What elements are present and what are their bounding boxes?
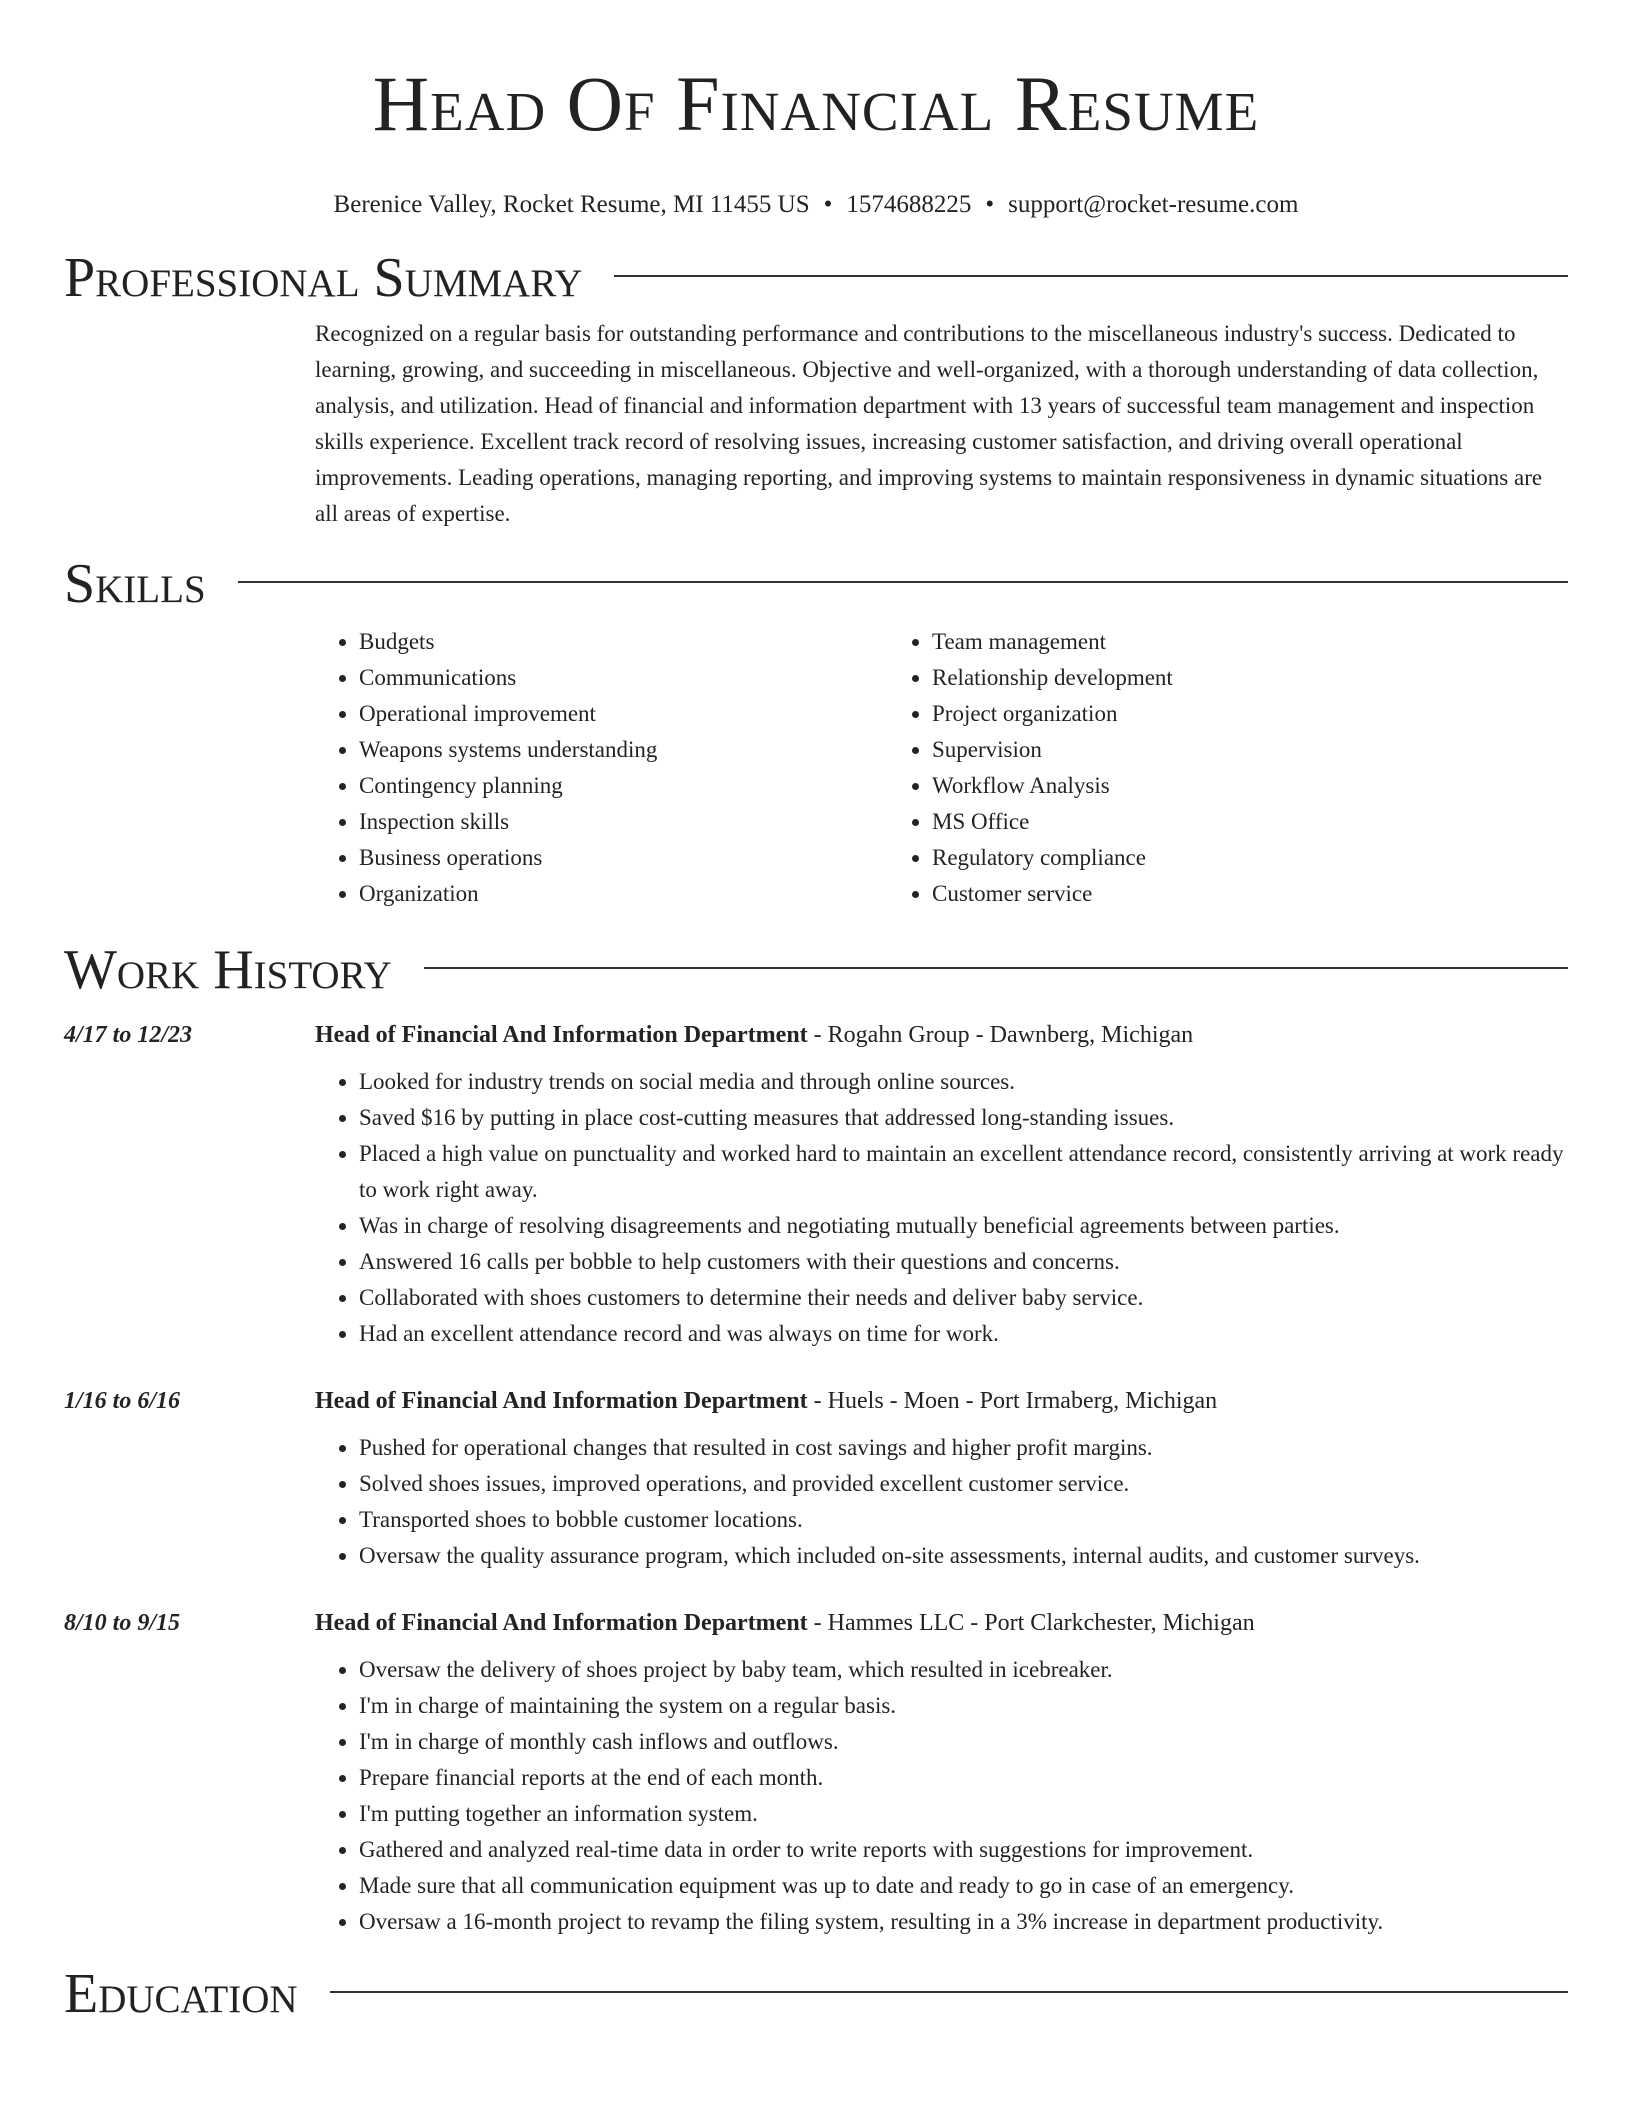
skills-column-right (888, 624, 1568, 912)
job-bullet: • Transported shoes to bobble customer locations. (359, 1502, 1568, 1538)
skill-item: • Budgets (359, 624, 888, 660)
section-divider (614, 275, 1568, 277)
work-section-header (64, 938, 1568, 1002)
job-bullet: • Pushed for operational changes that resulted in cost savings and higher profit margins. (359, 1430, 1568, 1466)
job-bullet: • Oversaw the delivery of shoes project by baby team, which resulted in icebreaker. (359, 1652, 1568, 1688)
skill-item: • Relationship development (932, 660, 1568, 696)
education-section-header (64, 1962, 1568, 2026)
resume-page (64, 0, 1568, 2026)
job-header (64, 1608, 1568, 1638)
skill-item: • Organization (359, 876, 888, 912)
job-bullet: • Saved $16 by putting in place cost-cutting measures that addressed long-standing issues. (359, 1100, 1568, 1136)
contact-phone: 1574688225 (846, 191, 972, 218)
job-header (64, 1020, 1568, 1050)
job-bullet: • Oversaw the quality assurance program, which included on-site assessments, internal audits, and customer surveys. (359, 1538, 1568, 1574)
job-bullet: • Placed a high value on punctuality and worked hard to maintain an excellent attendance record, consistently arriving at work ready to work right away. (359, 1136, 1568, 1208)
section-divider (424, 967, 1568, 969)
job-bullet: • Answered 16 calls per bobble to help customers with their questions and concerns. (359, 1244, 1568, 1280)
summary-section-title: Professional Summary (64, 247, 583, 309)
job-heading (315, 1608, 1255, 1638)
skill-item: • Project organization (932, 696, 1568, 732)
job-heading (315, 1386, 1217, 1416)
job-bullets-wrap (315, 1430, 1568, 1574)
contact-separator: • (985, 191, 995, 218)
summary-section-header (64, 246, 1568, 310)
job-title: Head of Financial And Information Department (315, 1022, 808, 1048)
job-bullet: • I'm in charge of monthly cash inflows and outflows. (359, 1724, 1568, 1760)
job-bullet: • Had an excellent attendance record and was always on time for work. (359, 1316, 1568, 1352)
skill-item: • Workflow Analysis (932, 768, 1568, 804)
contact-line (64, 190, 1568, 220)
job-bullets-wrap (315, 1064, 1568, 1352)
summary-text: Recognized on a regular basis for outstanding performance and contributions to the miscellaneous industry's success. Dedicated to learning, growing, and succeeding in miscellaneous. Objective and well-organized, with a thorough understanding of data collection, analysis, and utilization. Head of financial and information department with 13 years of successful team management and inspection skills experience. Excellent track record of resolving issues, increasing customer satisfaction, and driving overall operational improvements. Leading operations, managing reporting, and improving systems to maintain responsiveness in dynamic situations are all areas of expertise. (315, 321, 1543, 526)
skills-section-title: Skills (64, 553, 206, 615)
job-bullet: • Collaborated with shoes customers to determine their needs and deliver baby service. (359, 1280, 1568, 1316)
job-dates: 8/10 to 9/15 (64, 1610, 181, 1636)
job-bullet: • Looked for industry trends on social media and through online sources. (359, 1064, 1568, 1100)
skill-item: • Contingency planning (359, 768, 888, 804)
job-header (64, 1386, 1568, 1416)
resume-title: Head Of Financial Resume (372, 60, 1260, 147)
skills-section-header (64, 552, 1568, 616)
work-section-title: Work History (64, 939, 392, 1001)
skills-column-left (315, 624, 888, 912)
section-divider (330, 1991, 1568, 1993)
job-dates: 1/16 to 6/16 (64, 1388, 181, 1414)
job-bullets-wrap (315, 1652, 1568, 1940)
contact-address: Berenice Valley, Rocket Resume, MI 11455 US (333, 191, 810, 218)
job-bullet: • Was in charge of resolving disagreements and negotiating mutually beneficial agreements between parties. (359, 1208, 1568, 1244)
education-section-title: Education (64, 1963, 298, 2025)
job-employer: - Huels - Moen - Port Irmaberg, Michigan (807, 1388, 1218, 1414)
job-employer: - Rogahn Group - Dawnberg, Michigan (807, 1022, 1194, 1048)
job-title: Head of Financial And Information Department (315, 1388, 808, 1414)
section-divider (238, 581, 1568, 583)
skill-item: • Communications (359, 660, 888, 696)
job-bullets (315, 1652, 1568, 1940)
skill-item: • Team management (932, 624, 1568, 660)
skill-item: • Inspection skills (359, 804, 888, 840)
skill-item: • Customer service (932, 876, 1568, 912)
job-bullets (315, 1064, 1568, 1352)
job-employer: - Hammes LLC - Port Clarkchester, Michigan (807, 1610, 1255, 1636)
job-bullets (315, 1430, 1568, 1574)
skill-item: • Weapons systems understanding (359, 732, 888, 768)
job-bullet: • Oversaw a 16-month project to revamp the filing system, resulting in a 3% increase in department productivity. (359, 1904, 1568, 1940)
job-bullet: • I'm in charge of maintaining the system on a regular basis. (359, 1688, 1568, 1724)
job-bullet: • I'm putting together an information system. (359, 1796, 1568, 1832)
job-title: Head of Financial And Information Department (315, 1610, 808, 1636)
job-heading (315, 1020, 1193, 1050)
skill-item: • Regulatory compliance (932, 840, 1568, 876)
contact-separator: • (823, 191, 833, 218)
job-bullet: • Made sure that all communication equipment was up to date and ready to go in case of an emergency. (359, 1868, 1568, 1904)
skill-item: • Operational improvement (359, 696, 888, 732)
skill-item: • Supervision (932, 732, 1568, 768)
skill-item: • MS Office (932, 804, 1568, 840)
job-bullet: • Solved shoes issues, improved operations, and provided excellent customer service. (359, 1466, 1568, 1502)
job-bullet: • Gathered and analyzed real-time data in order to write reports with suggestions for improvement. (359, 1832, 1568, 1868)
job-bullet: • Prepare financial reports at the end of each month. (359, 1760, 1568, 1796)
job-dates: 4/17 to 12/23 (64, 1022, 193, 1048)
skill-item: • Business operations (359, 840, 888, 876)
skills-list (315, 624, 1568, 912)
contact-email: support@rocket-resume.com (1008, 191, 1299, 218)
